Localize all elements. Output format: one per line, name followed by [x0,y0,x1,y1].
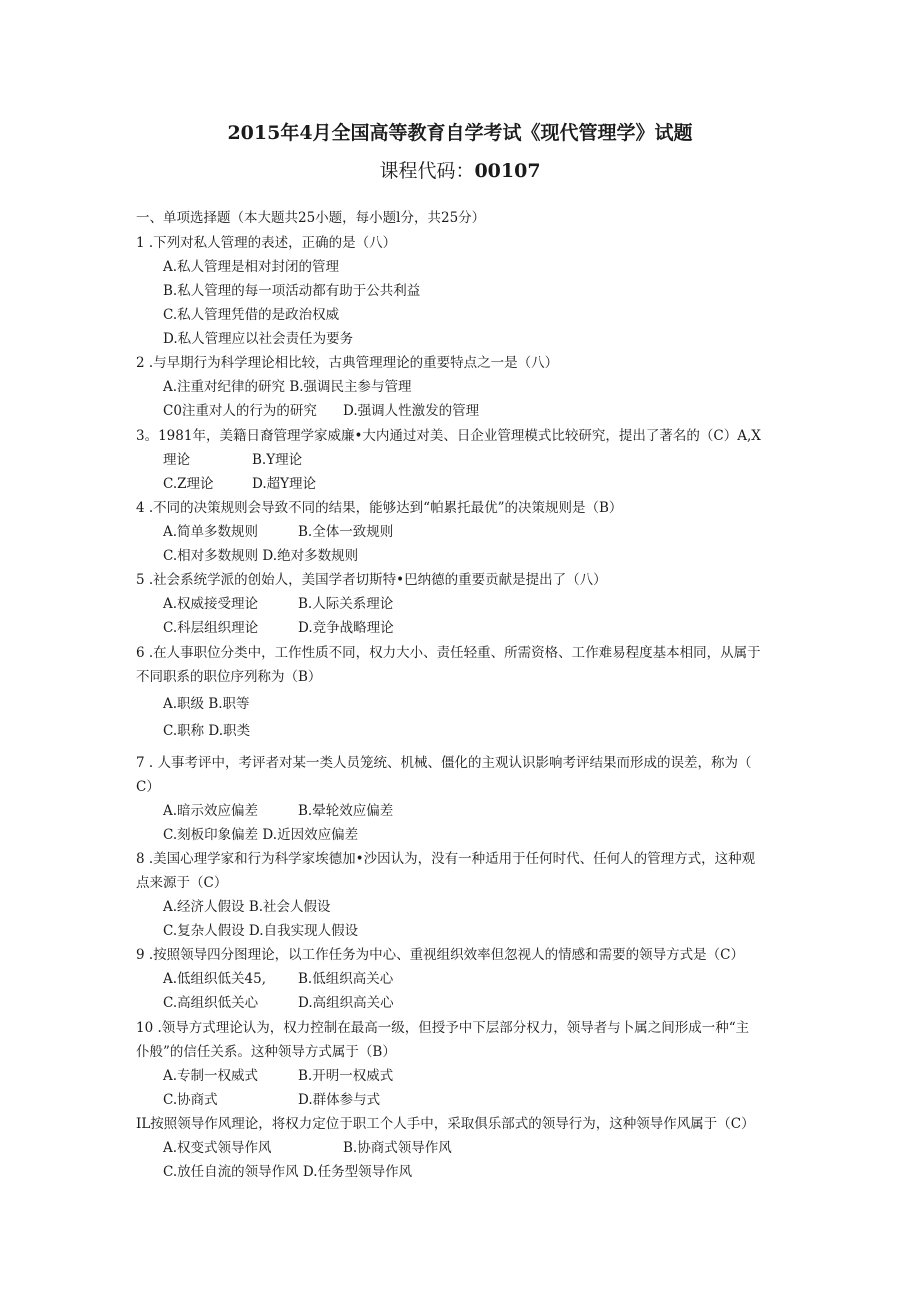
option-text: C.科层组织理论 [163,620,259,636]
option-text: C.高组织低关心 [163,995,259,1011]
option-text: B.协商式领导作风 [343,1140,452,1156]
option-text: D.竞争战略理论 [298,620,394,636]
option-text: 理论 [163,452,190,468]
option-text: B.全体一致规则 [298,524,394,540]
option-text: A.职级 B.职等 [163,696,250,712]
course-code-label: 课程代码： [379,160,475,182]
option-text: D.超Y理论 [252,476,317,492]
option-text: B.私人管理的每一项活动都有助于公共利益 [163,283,421,299]
section-heading: 一、单项选择题（本大题共25小题，每小题l分，共25分） [136,210,486,226]
question-text: 10 .领导方式理论认为，权力控制在最高一级，但授予中下层部分权力，领导者与卜属之间形成一种“主 [136,1020,750,1036]
question-text: 7 . 人事考评中，考评者对某一类人员笼统、机械、僵化的主观认识影响考评结果而形成的误差，称为（ [136,755,752,771]
question-text: 6 .在人事职位分类中，工作性质不同，权力大小、责任轻重、所需资格、工作难易程度基本相同，从属于 [136,645,761,661]
question-text-cont: 仆般”的信任关系。这种领导方式属于（B） [136,1044,396,1060]
course-code-value: 00107 [474,160,541,182]
option-text: A.权威接受理论 [163,596,259,612]
option-text: B.开明一权威式 [298,1068,394,1084]
option-text: A.低组织低关45, [163,971,267,987]
option-text: B.人际关系理论 [298,596,394,612]
option-text: C.Z理论 [163,476,214,492]
option-text: D.强调人性激发的管理 [343,403,480,419]
question-text-cont: C） [136,779,160,795]
option-text: B.晕轮效应偏差 [298,803,394,819]
question-text: 5 .社会系统学派的创始人，美国学者切斯特•巴纳德的重要贡献是提出了（八） [136,572,607,588]
question-text: 2 .与早期行为科学理论相比较，古典管理理论的重要特点之一是（八） [136,355,559,371]
question-text-cont: 点来源于（C） [136,875,228,891]
question-text: 8 .美国心理学家和行为科学家埃德加•沙因认为，没有一种适用于任何时代、任何人的管理方式，这种观 [136,851,756,867]
option-text: A.暗示效应偏差 [163,803,259,819]
option-text: C.复杂人假设 D.自我实现人假设 [163,923,359,939]
option-text: C.刻板印象偏差 D.近因效应偏差 [163,827,359,843]
question-text: 3。1981年，美籍日裔管理学家威廉•大内通过对美、日企业管理模式比较研究，提出了著名的（C）A,X [136,428,761,444]
option-text: D.高组织高关心 [298,995,394,1011]
option-text: A.经济人假设 B.社会人假设 [163,899,331,915]
course-code [0,156,920,183]
question-text-cont: 不同职系的职位序列称为（B） [136,669,322,685]
option-text: C.职称 D.职类 [163,723,251,739]
option-text: A.私人管理是相对封闭的管理 [163,259,340,275]
option-text: A.简单多数规则 [163,524,259,540]
option-text: C.放任自流的领导作风 D.任务型领导作风 [163,1164,413,1180]
option-text: A.权变式领导作风 [163,1140,272,1156]
option-text: B.Y理论 [252,452,303,468]
question-text: 4 .不同的决策规则会导致不同的结果，能够达到“帕累托最优”的决策规则是（B） [136,500,623,516]
question-text: 9 .按照领导四分图理论，以工作任务为中心、重视组织效率但忽视人的情感和需要的领导方式是（C） [136,947,744,963]
option-text: C.协商式 [163,1092,218,1108]
question-text: 1 .下列对私人管理的表述，正确的是（八） [136,235,397,251]
document-title: 2015年4月全国高等教育自学考试《现代管理学》试题 [227,122,693,144]
option-text: A.注重对纪律的研究 B.强调民主参与管理 [163,379,412,395]
option-text: C.相对多数规则 D.绝对多数规则 [163,548,359,564]
option-text: C.私人管理凭借的是政治权威 [163,307,340,323]
option-text: C0注重对人的行为的研究 [163,403,317,419]
option-text: D.群体参与式 [298,1092,381,1108]
option-text: D.私人管理应以社会责任为要务 [163,331,354,347]
option-text: A.专制一权威式 [163,1068,259,1084]
option-text: B.低组织高关心 [298,971,394,987]
question-text: IL按照领导作风理论，将权力定位于职工个人手中，采取俱乐部式的领导行为，这种领导作风属于（C） [136,1116,755,1132]
